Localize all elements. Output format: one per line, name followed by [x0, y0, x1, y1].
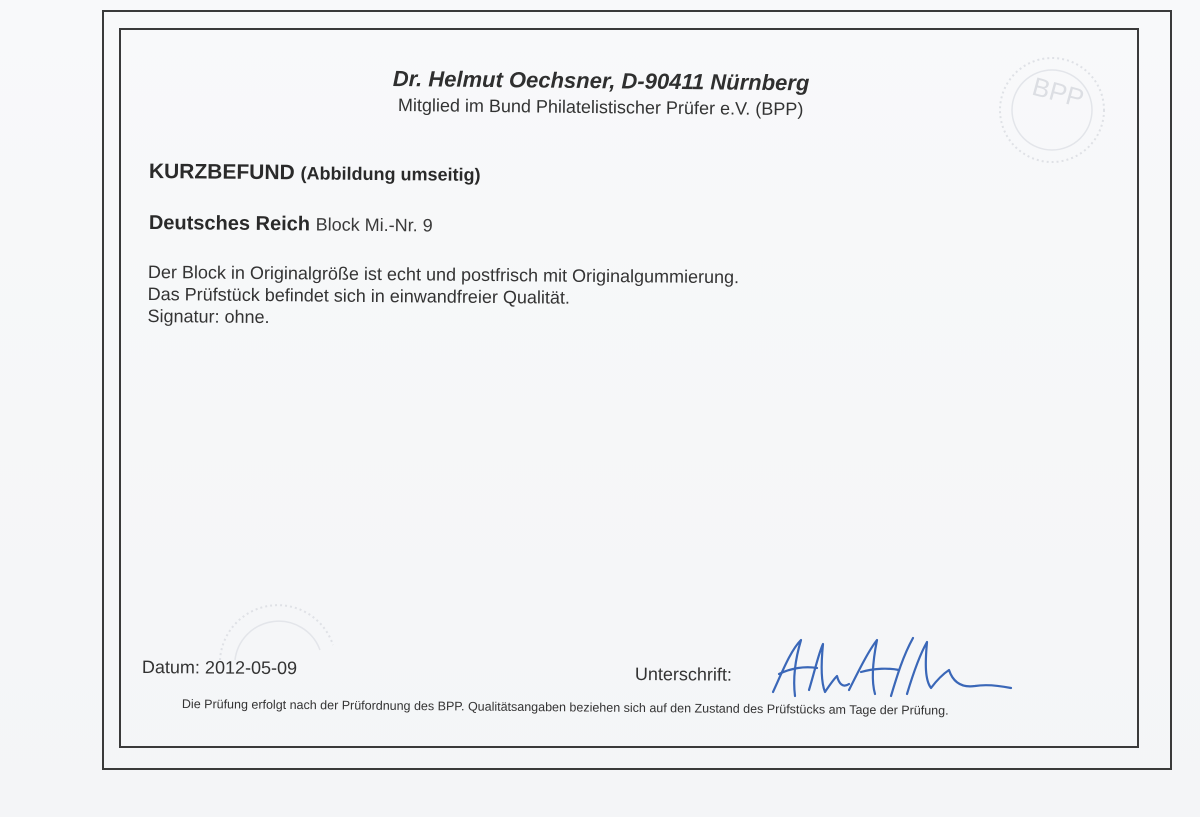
examiner-name: Dr. Helmut Oechsner, D-90411 Nürnberg [392, 66, 810, 96]
report-title-main: KURZBEFUND [148, 160, 295, 185]
date-value: 2012-05-09 [204, 657, 298, 679]
handwritten-signature [765, 630, 1015, 705]
findings-line: Signatur: ohne. [147, 305, 270, 328]
legal-footnote: Die Prüfung erfolgt nach der Prüfordnung des BPP. Qualitätsangaben beziehen sich auf den Zustand des Prüfstücks am Tage der Prüfung. [181, 697, 949, 718]
date-field [142, 657, 297, 679]
item-line [149, 212, 433, 237]
findings-text [147, 261, 739, 332]
report-title [149, 160, 481, 187]
findings-line: Der Block in Originalgröße ist echt und postfrisch mit Originalgummierung. [147, 261, 740, 288]
membership-line: Mitglied im Bund Philatelistischer Prüfer e.V. (BPP) [397, 95, 804, 120]
item-country: Deutsches Reich [148, 212, 311, 236]
item-description: Block Mi.-Nr. 9 [315, 214, 433, 236]
embossed-seal-top-right [990, 55, 1120, 165]
findings-line: Das Prüfstück befindet sich in einwandfreier Qualität. [147, 283, 571, 308]
date-label: Datum: [141, 657, 201, 678]
report-title-note: (Abbildung umseitig) [300, 163, 481, 185]
svg-text:BPP: BPP [1029, 71, 1088, 114]
signature-label: Unterschrift: [634, 664, 733, 685]
